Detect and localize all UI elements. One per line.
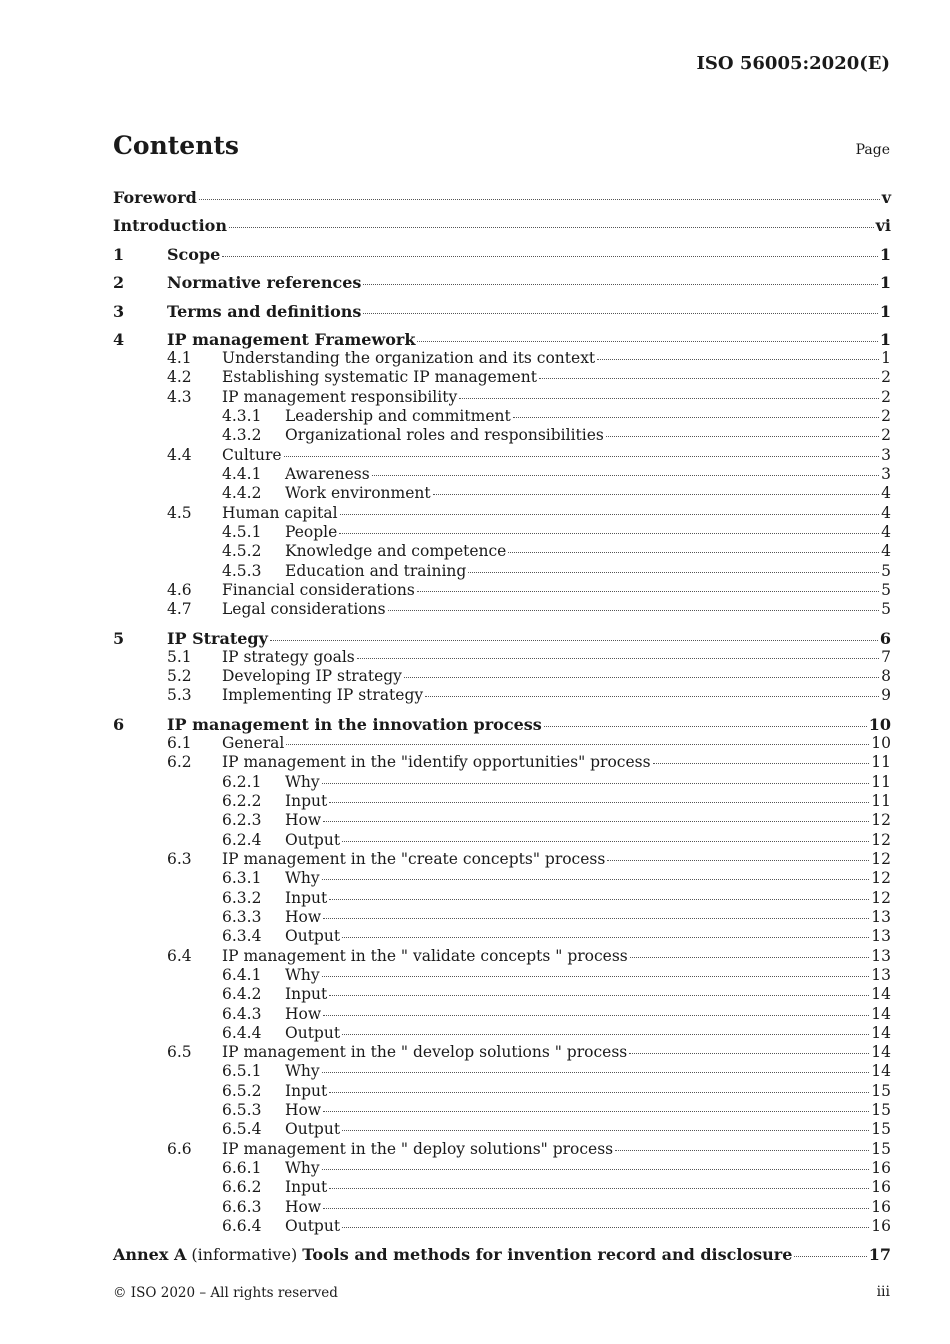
- toc-entry-title: IP Strategy: [167, 629, 268, 648]
- dot-leader: [323, 1111, 869, 1112]
- toc-entry[interactable]: [167, 581, 891, 600]
- toc-entry-number: 4.6: [167, 581, 192, 599]
- dot-leader: [342, 1034, 869, 1035]
- toc-entry-title: Foreword: [113, 188, 197, 207]
- toc-entry-title: Establishing systematic IP management: [222, 368, 537, 386]
- toc-entry-title: Input: [285, 889, 328, 907]
- dot-leader: [284, 456, 880, 457]
- toc-entry-page: 16: [871, 1178, 891, 1196]
- dot-leader: [607, 860, 869, 861]
- toc-entry-page: 16: [871, 1198, 891, 1216]
- toc-entry-number: 6: [113, 715, 125, 734]
- toc-entry-page: 5: [881, 581, 891, 599]
- toc-entry-number: 6.4.2: [222, 985, 262, 1003]
- toc-entry-page: 4: [881, 523, 891, 541]
- annex-qualifier: (informative): [191, 1245, 298, 1264]
- footer-page-number: iii: [876, 1284, 890, 1300]
- toc-entry-page: 7: [881, 648, 891, 666]
- toc-entry-title: Why: [285, 966, 320, 984]
- toc-entry-page: 12: [871, 811, 891, 829]
- toc-entry-number: 6.6: [167, 1140, 192, 1158]
- toc-entry[interactable]: [222, 927, 891, 946]
- toc-entry-title: How: [285, 908, 322, 926]
- dot-leader: [794, 1256, 866, 1257]
- toc-entry[interactable]: [222, 1005, 891, 1024]
- toc-entry-title: Implementing IP strategy: [222, 686, 424, 704]
- toc-entry[interactable]: [222, 869, 891, 888]
- dot-leader: [342, 1227, 869, 1228]
- toc-entry-number: 6.5: [167, 1043, 192, 1061]
- dot-leader: [329, 899, 869, 900]
- dot-leader: [342, 841, 869, 842]
- toc-entry-number: 6.3: [167, 850, 192, 868]
- toc-entry-title: How: [285, 1101, 322, 1119]
- toc-entry-title: Why: [285, 1159, 320, 1177]
- dot-leader: [630, 957, 870, 958]
- toc-entry-annex[interactable]: [113, 1245, 891, 1264]
- dot-leader: [544, 726, 867, 727]
- dot-leader: [329, 1092, 869, 1093]
- toc-entry[interactable]: [222, 773, 891, 792]
- dot-leader: [615, 1150, 869, 1151]
- toc-entry[interactable]: [167, 753, 891, 772]
- toc-entry-number: 6.3.4: [222, 927, 262, 945]
- dot-leader: [323, 1015, 869, 1016]
- dot-leader: [513, 417, 879, 418]
- toc-entry[interactable]: [222, 792, 891, 811]
- toc-entry[interactable]: [167, 1043, 891, 1062]
- dot-leader: [425, 696, 879, 697]
- toc-entry-page: 13: [871, 927, 891, 945]
- toc-entry[interactable]: [167, 446, 891, 465]
- toc-entry-page: 4: [881, 484, 891, 502]
- annex-title: Tools and methods for invention record and disclosure: [302, 1245, 793, 1264]
- toc-entry-page: 1: [879, 330, 891, 349]
- toc-entry-number: 6.6.4: [222, 1217, 262, 1235]
- toc-entry-page: 13: [871, 947, 891, 965]
- toc-entry[interactable]: [113, 330, 891, 349]
- toc-entry[interactable]: [167, 349, 891, 368]
- toc-entry-number: 6.3.1: [222, 869, 262, 887]
- toc-entry-number: 6.5.2: [222, 1082, 262, 1100]
- dot-leader: [629, 1053, 869, 1054]
- toc-entry[interactable]: [113, 216, 891, 235]
- toc-entry-title: Legal considerations: [222, 600, 386, 618]
- toc-entry[interactable]: [167, 1140, 891, 1159]
- toc-entry-title: Understanding the organization and its context: [222, 349, 596, 367]
- toc-entry-title: Output: [285, 1120, 341, 1138]
- toc-entry-page: 12: [871, 850, 891, 868]
- dot-leader: [199, 199, 880, 200]
- toc-entry[interactable]: [222, 1198, 891, 1217]
- toc-entry-page: 12: [871, 869, 891, 887]
- toc-entry[interactable]: [167, 388, 891, 407]
- toc-entry-number: 6.4.1: [222, 966, 262, 984]
- toc-entry[interactable]: [167, 368, 891, 387]
- dot-leader: [270, 640, 878, 641]
- toc-entry[interactable]: [222, 1120, 891, 1139]
- dot-leader: [322, 976, 870, 977]
- toc-entry-title: IP management in the " develop solutions " process: [222, 1043, 628, 1061]
- toc-entry[interactable]: [222, 426, 891, 445]
- toc-entry-page: 3: [881, 446, 891, 464]
- toc-entry-number: 3: [113, 302, 125, 321]
- toc-entry-number: 4.5.1: [222, 523, 262, 541]
- toc-entry-page: 9: [881, 686, 891, 704]
- dot-leader: [342, 1130, 869, 1131]
- toc-entry[interactable]: [167, 850, 891, 869]
- toc-entry-number: 5.2: [167, 667, 192, 685]
- toc-entry[interactable]: [222, 1062, 891, 1081]
- toc-entry[interactable]: [222, 811, 891, 830]
- toc-entry-number: 6.6.3: [222, 1198, 262, 1216]
- toc-entry-title: IP strategy goals: [222, 648, 355, 666]
- toc-entry[interactable]: [113, 302, 891, 321]
- dot-leader: [357, 658, 879, 659]
- toc-entry-number: 4.2: [167, 368, 192, 386]
- toc-entry-title: Leadership and commitment: [285, 407, 511, 425]
- toc-entry-number: 4.3: [167, 388, 192, 406]
- toc-entry-page: 1: [879, 302, 891, 321]
- dot-leader: [363, 313, 877, 314]
- toc-entry-page: 14: [871, 985, 891, 1003]
- toc-entry-number: 6.3.3: [222, 908, 262, 926]
- toc-entry-page: 2: [881, 426, 891, 444]
- toc-entry-number: 6.5.4: [222, 1120, 262, 1138]
- toc-entry-number: 4.3.1: [222, 407, 262, 425]
- toc-entry-page: v: [881, 188, 891, 207]
- toc-entry-title: Terms and definitions: [167, 302, 362, 321]
- toc-entry-page: 2: [881, 407, 891, 425]
- toc-entry-page: 4: [881, 504, 891, 522]
- toc-entry-page: 14: [871, 1005, 891, 1023]
- toc-entry-title: Introduction: [113, 216, 227, 235]
- toc-entry[interactable]: [222, 484, 891, 503]
- dot-leader: [606, 436, 879, 437]
- toc-entry-number: 6.2: [167, 753, 192, 771]
- dot-leader: [323, 918, 869, 919]
- dot-leader: [597, 359, 879, 360]
- toc-entry-number: 5.1: [167, 648, 192, 666]
- toc-entry[interactable]: [222, 889, 891, 908]
- toc-entry-number: 4.3.2: [222, 426, 262, 444]
- toc-entry-number: 1: [113, 245, 125, 264]
- toc-entry-number: 4: [113, 330, 125, 349]
- table-of-contents: [113, 0, 891, 1344]
- toc-entry[interactable]: [222, 1217, 891, 1236]
- toc-entry-title: How: [285, 811, 322, 829]
- toc-entry-page: 5: [881, 562, 891, 580]
- page-column-label: Page: [855, 142, 890, 158]
- dot-leader: [286, 744, 869, 745]
- toc-entry-page: 1: [881, 349, 891, 367]
- dot-leader: [329, 802, 869, 803]
- toc-entry-page: 14: [871, 1024, 891, 1042]
- toc-entry-title: Input: [285, 1082, 328, 1100]
- dot-leader: [322, 1072, 870, 1073]
- toc-entry[interactable]: [222, 908, 891, 927]
- toc-entry-page: 11: [871, 792, 891, 810]
- toc-entry-page: 16: [871, 1159, 891, 1177]
- toc-entry[interactable]: [113, 273, 891, 292]
- dot-leader: [339, 533, 879, 534]
- toc-entry-title: How: [285, 1198, 322, 1216]
- dot-leader: [322, 1169, 870, 1170]
- toc-entry-number: 6.3.2: [222, 889, 262, 907]
- toc-entry[interactable]: [222, 1101, 891, 1120]
- toc-entry-page: 13: [871, 966, 891, 984]
- toc-entry[interactable]: [222, 985, 891, 1004]
- toc-entry-title: How: [285, 1005, 322, 1023]
- toc-entry-page: 11: [871, 753, 891, 771]
- page-title: Contents: [113, 131, 240, 160]
- toc-entry[interactable]: [222, 966, 891, 985]
- toc-entry[interactable]: [113, 629, 891, 648]
- toc-entry-title: IP management responsibility: [222, 388, 458, 406]
- toc-entry-page: 11: [871, 773, 891, 791]
- dot-leader: [417, 591, 879, 592]
- toc-entry[interactable]: [222, 1178, 891, 1197]
- toc-entry-title: Why: [285, 773, 320, 791]
- toc-entry-title: Culture: [222, 446, 282, 464]
- toc-entry-page: 10: [868, 715, 891, 734]
- toc-entry-page: 3: [881, 465, 891, 483]
- toc-entry-title: Input: [285, 1178, 328, 1196]
- toc-entry[interactable]: [222, 1082, 891, 1101]
- toc-entry-page: 15: [871, 1140, 891, 1158]
- toc-entry[interactable]: [167, 600, 891, 619]
- dot-leader: [323, 1208, 869, 1209]
- toc-entry-page: 4: [881, 542, 891, 560]
- toc-entry[interactable]: [113, 245, 891, 264]
- toc-entry-page: 16: [871, 1217, 891, 1235]
- toc-entry[interactable]: [167, 734, 891, 753]
- toc-entry-title: Output: [285, 1217, 341, 1235]
- dot-leader: [323, 821, 869, 822]
- toc-entry[interactable]: [222, 1024, 891, 1043]
- dot-leader: [433, 494, 880, 495]
- toc-entry-page: 10: [871, 734, 891, 752]
- toc-entry-number: 4.7: [167, 600, 192, 618]
- toc-entry-number: 4.4.2: [222, 484, 262, 502]
- toc-entry-title: Work environment: [285, 484, 431, 502]
- toc-entry-number: 4.4.1: [222, 465, 262, 483]
- dot-leader: [340, 514, 880, 515]
- dot-leader: [539, 378, 879, 379]
- dot-leader: [417, 341, 877, 342]
- toc-entry-title: Output: [285, 1024, 341, 1042]
- toc-entry-page: 15: [871, 1101, 891, 1119]
- toc-entry[interactable]: [167, 947, 891, 966]
- toc-entry-number: 4.1: [167, 349, 192, 367]
- dot-leader: [459, 398, 879, 399]
- toc-entry[interactable]: [222, 407, 891, 426]
- annex-page: 17: [868, 1245, 891, 1264]
- toc-entry-title: Normative references: [167, 273, 362, 292]
- toc-entry-number: 6.4.3: [222, 1005, 262, 1023]
- dot-leader: [388, 610, 880, 611]
- dot-leader: [342, 937, 869, 938]
- toc-entry-page: 13: [871, 908, 891, 926]
- dot-leader: [468, 572, 879, 573]
- toc-entry-number: 6.1: [167, 734, 192, 752]
- toc-entry-title: IP management in the "identify opportunities" process: [222, 753, 651, 771]
- toc-entry[interactable]: [222, 523, 891, 542]
- toc-entry-page: 12: [871, 831, 891, 849]
- toc-entry-title: IP management in the innovation process: [167, 715, 542, 734]
- toc-entry-number: 5: [113, 629, 125, 648]
- toc-entry-title: Input: [285, 792, 328, 810]
- toc-entry-number: 6.5.3: [222, 1101, 262, 1119]
- dot-leader: [329, 1188, 869, 1189]
- toc-entry-number: 6.2.2: [222, 792, 262, 810]
- toc-entry-title: Organizational roles and responsibilities: [285, 426, 604, 444]
- toc-entry[interactable]: [222, 465, 891, 484]
- toc-entry-title: IP management Framework: [167, 330, 416, 349]
- toc-entry-number: 4.4: [167, 446, 192, 464]
- toc-entry[interactable]: [222, 562, 891, 581]
- toc-entry[interactable]: [167, 686, 891, 705]
- dot-leader: [229, 227, 874, 228]
- toc-entry-number: 5.3: [167, 686, 192, 704]
- toc-entry-page: 1: [879, 273, 891, 292]
- toc-entry-number: 6.6.2: [222, 1178, 262, 1196]
- toc-entry-number: 6.2.1: [222, 773, 262, 791]
- toc-entry-number: 6.6.1: [222, 1159, 262, 1177]
- toc-entry-page: 2: [881, 388, 891, 406]
- toc-entry-title: IP management in the " deploy solutions" process: [222, 1140, 614, 1158]
- toc-entry-title: Developing IP strategy: [222, 667, 402, 685]
- toc-entry-page: 5: [881, 600, 891, 618]
- toc-entry-number: 2: [113, 273, 125, 292]
- toc-entry-page: 8: [881, 667, 891, 685]
- toc-entry-page: 15: [871, 1120, 891, 1138]
- dot-leader: [322, 879, 870, 880]
- document-id: ISO 56005:2020(E): [696, 53, 890, 74]
- toc-entry-title: Knowledge and competence: [285, 542, 507, 560]
- toc-entry-title: Input: [285, 985, 328, 1003]
- toc-entry-title: Output: [285, 831, 341, 849]
- dot-leader: [508, 552, 879, 553]
- toc-entry-number: 4.5.2: [222, 542, 262, 560]
- toc-entry-number: 4.5.3: [222, 562, 262, 580]
- dot-leader: [329, 995, 869, 996]
- toc-entry-number: 6.5.1: [222, 1062, 262, 1080]
- toc-entry[interactable]: [222, 542, 891, 561]
- dot-leader: [222, 256, 878, 257]
- toc-entry[interactable]: [167, 648, 891, 667]
- dot-leader: [404, 677, 879, 678]
- toc-entry-title: Awareness: [285, 465, 370, 483]
- toc-entry[interactable]: [113, 715, 891, 734]
- toc-entry-title: IP management in the "create concepts" process: [222, 850, 606, 868]
- toc-entry-title: General: [222, 734, 285, 752]
- toc-entry-page: 2: [881, 368, 891, 386]
- dot-leader: [653, 763, 870, 764]
- toc-entry-page: 14: [871, 1062, 891, 1080]
- toc-entry-title: People: [285, 523, 338, 541]
- toc-entry-number: 6.2.3: [222, 811, 262, 829]
- toc-entry-page: 1: [879, 245, 891, 264]
- toc-entry-title: Output: [285, 927, 341, 945]
- toc-entry-number: 6.4: [167, 947, 192, 965]
- dot-leader: [363, 284, 877, 285]
- toc-entry-title: Scope: [167, 245, 221, 264]
- toc-entry-page: 14: [871, 1043, 891, 1061]
- toc-entry-title: Why: [285, 869, 320, 887]
- toc-entry-number: 6.4.4: [222, 1024, 262, 1042]
- toc-entry-title: IP management in the " validate concepts " process: [222, 947, 628, 965]
- toc-entry[interactable]: [222, 1159, 891, 1178]
- toc-entry-page: 15: [871, 1082, 891, 1100]
- toc-entry-title: Financial considerations: [222, 581, 415, 599]
- toc-entry[interactable]: [167, 667, 891, 686]
- toc-entry-page: vi: [875, 216, 891, 235]
- dot-leader: [372, 475, 879, 476]
- toc-entry-page: 12: [871, 889, 891, 907]
- toc-entry-title: Education and training: [285, 562, 467, 580]
- toc-entry-number: 4.5: [167, 504, 192, 522]
- toc-entry[interactable]: [113, 188, 891, 207]
- toc-entry[interactable]: [167, 504, 891, 523]
- toc-entry[interactable]: [222, 831, 891, 850]
- footer-copyright: © ISO 2020 – All rights reserved: [113, 1285, 338, 1301]
- toc-entry-title: Human capital: [222, 504, 338, 522]
- toc-entry-title: Why: [285, 1062, 320, 1080]
- toc-entry-number: 6.2.4: [222, 831, 262, 849]
- annex-label: Annex A: [113, 1245, 187, 1264]
- dot-leader: [322, 783, 870, 784]
- toc-entry-page: 6: [879, 629, 891, 648]
